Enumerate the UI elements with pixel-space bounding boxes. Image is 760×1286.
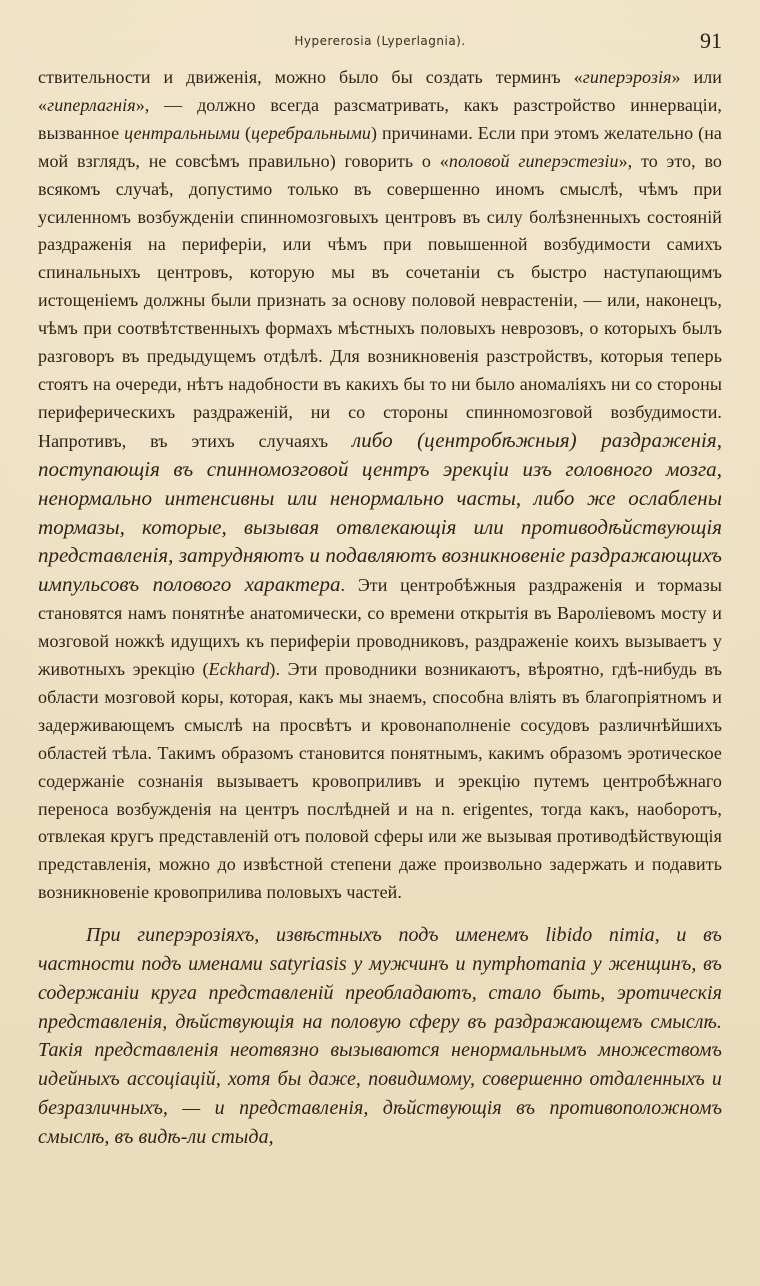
- text-segment: ) причинами. Если при этомъ желательно (на мой взглядъ, не совсѣмъ правильно) говорить о «: [38, 122, 722, 171]
- text-segment: ствительности и движенія, можно было бы создать терминъ «: [38, 67, 583, 87]
- text-segment: При гиперэрозiяхъ, извѣстныхъ подъ именемъ: [86, 924, 546, 947]
- text-segment: . Эти центробѣжныя раздраженія и тормазы становятся намъ понятнѣе анатомически, со времени открытія въ Варолiевомъ мосту и мозговой ножкѣ идущихъ къ периферіи проводниковъ, раздраженіе коихъ вызываетъ у животныхъ эрекцію (: [38, 575, 722, 680]
- text-segment: гиперлагнія: [47, 94, 136, 115]
- text-segment: центральными: [124, 122, 241, 143]
- text-segment: », — должно всегда разсматривать, какъ разстройство иннерваціи, вызванное: [38, 94, 722, 143]
- page-number: 91: [700, 28, 722, 53]
- text-segment: », то это, во всякомъ случаѣ, допустимо только въ совершенно иномъ смыслѣ, чѣмъ при усиленномъ возбужденіи спинномозговыхъ центровъ въ силу болѣзненныхъ состояній раздраженія на периферіи, или чѣмъ при повышенной возбудимости самихъ спинальныхъ центровъ, которую мы въ сочетаніи съ быстро наступающимъ истощеніемъ должны были признать за основу половой неврастеніи, — или, наконецъ, чѣмъ при соотвѣтственныхъ формахъ мѣстныхъ половыхъ неврозовъ, о которыхъ былъ разговоръ въ предыдущемъ отдѣлѣ. Для возникновенія разстройствъ, которыя теперь стоятъ на очереди, нѣтъ надобности въ какихъ бы то ни было аномаліяхъ ни со стороны периферическихъ раздраженій, ни со стороны спинномозговой возбудимости. Напротивъ, въ этихъ случаяхъ: [38, 150, 722, 451]
- paragraph-2: [38, 921, 722, 1151]
- text-segment: гиперэрозія: [582, 67, 672, 87]
- text-segment: (: [240, 122, 252, 143]
- text-segment: Eckhard: [208, 659, 270, 680]
- page-header: [38, 28, 722, 56]
- paragraph-1: [38, 64, 722, 907]
- text-segment: у женщинъ, въ содержаніи круга представленій преобладаютъ, стало быть, эротическія представленія, дѣйствующія на половую сферу въ раздражающемъ смыслѣ. Такія представленія неотвязно вызываются ненормальнымъ множествомъ идейныхъ ассоціацій, хотя бы даже, повидимому, совершенно отдаленныхъ и безразличныхъ, — и представленія, дѣйствующія въ противоположномъ смыслѣ, въ видѣ-ли стыда,: [38, 952, 722, 1148]
- text-segment: nymphomania: [472, 952, 587, 975]
- text-segment: ). Эти проводники возникаютъ, вѣроятно, гдѣ-нибудь въ области мозговой коры, которая, какъ мы знаемъ, способна влiять въ благопріятномъ и задерживающемъ смыслѣ на просвѣтъ и кровонаполненіе сосудовъ различнѣйшихъ областей тѣла. Такимъ образомъ становится понятнымъ, какимъ образомъ эротическое содержаніе сознанія вызываетъ кровоприливъ и эрекцію путемъ центробѣжнаго переноса возбужденія на центръ послѣдней и на n. erigentes, тогда какъ, наоборотъ, отвлекая кругъ представленій отъ половой сферы или же вызывая противодѣйствующія представленія, можно до извѣстной степени даже произвольно задержать и подавить возникновеніе кровоприлива половыхъ частей.: [38, 659, 722, 903]
- text-segment: » или «: [38, 67, 722, 115]
- text-segment: satyriasis: [269, 952, 347, 975]
- text-segment: либо (центробѣжныя) раздраженія, поступающія въ спинномозговой центръ эрекціи изъ головного мозга, ненормально интенсивны или ненормально часты, либо же ослаблены тормазы, которые, вызывая отвлекающія или противодѣйствующія представленія, затрудняютъ и подавляютъ возникновеніе раздражающихъ импульсовъ полового характера: [38, 427, 722, 597]
- text-segment: церебральными: [251, 122, 371, 143]
- running-head: Hypererosia (Lyperlagnia).: [294, 34, 466, 48]
- page-body: [38, 64, 722, 1152]
- text-segment: у мужчинъ и: [346, 952, 473, 975]
- text-segment: половой гиперэстезіи: [448, 150, 619, 171]
- text-segment: , и въ частности подъ именами: [38, 924, 722, 975]
- text-segment: libido nimia: [545, 924, 655, 947]
